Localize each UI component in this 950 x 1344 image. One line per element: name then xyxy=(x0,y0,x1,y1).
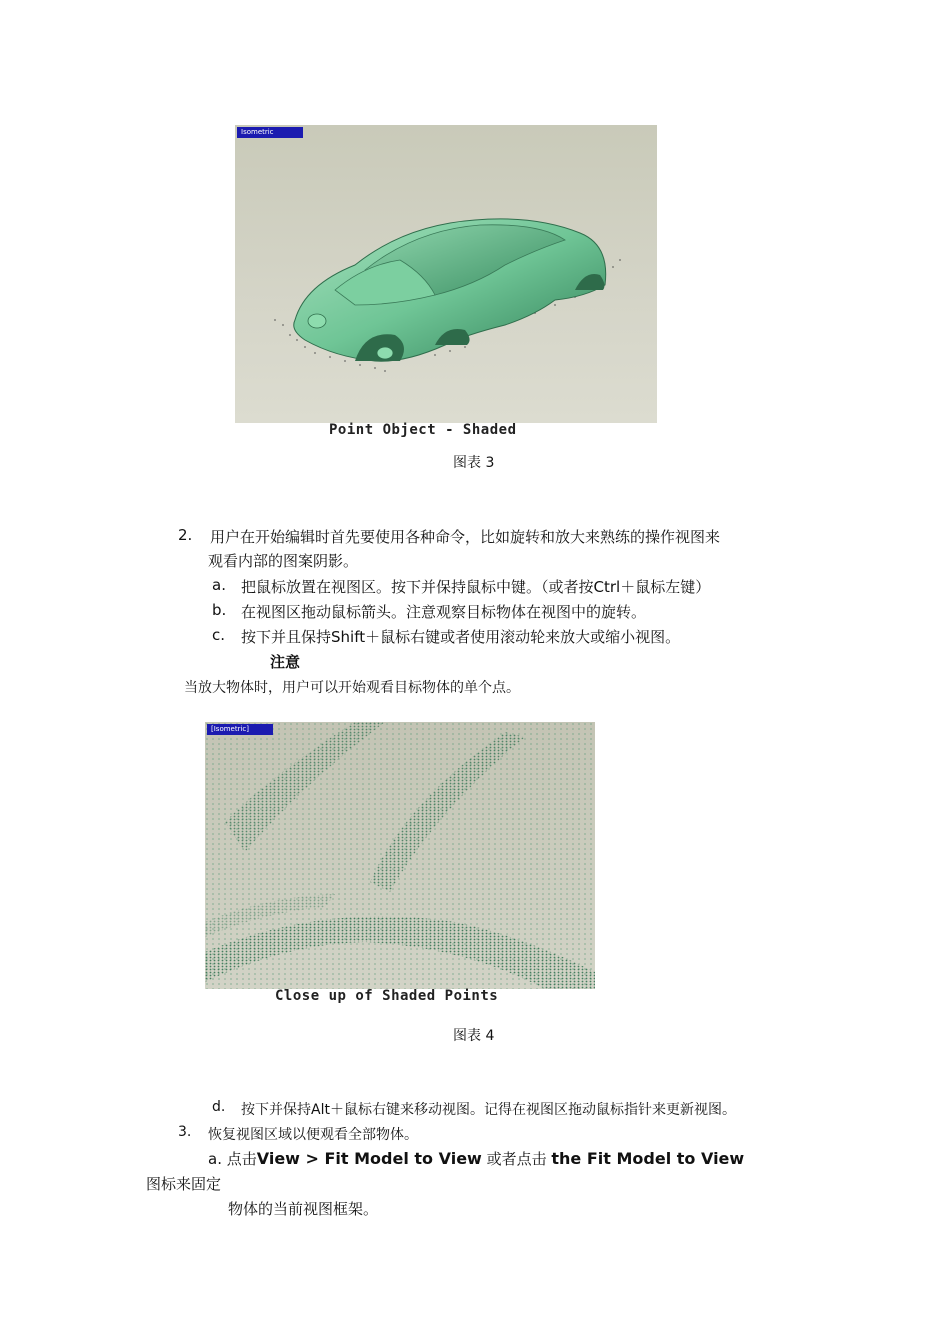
point-cloud-closeup xyxy=(205,722,595,989)
figure-3-caption: Point Object - Shaded xyxy=(329,422,517,438)
item-2b-text: 在视图区拖动鼠标箭头。注意观察目标物体在视图中的旋转。 xyxy=(241,603,647,621)
view-menu-path: View > Fit Model to View xyxy=(256,1149,482,1168)
figure-3-viewport xyxy=(235,125,657,423)
item-3a-mid: 或者点击 xyxy=(481,1150,552,1168)
item-3a-line-3: 物体的当前视图框架。 xyxy=(228,1200,379,1218)
item-d-marker: d. xyxy=(212,1099,226,1115)
item-2-line-1: 用户在开始编辑时首先要使用各种命令，比如旋转和放大来熟练的操作视图来 xyxy=(210,528,721,546)
fit-model-icon-name: the Fit Model to View xyxy=(551,1149,745,1168)
shaded-car-model xyxy=(235,125,657,423)
item-3-number: 3. xyxy=(178,1124,192,1140)
item-2a-marker: a. xyxy=(212,576,226,594)
item-2c-text: 按下并且保持Shift＋鼠标右键或者使用滚动轮来放大或缩小视图。 xyxy=(241,628,681,646)
item-3a-line-2: 图标来固定 xyxy=(146,1175,222,1193)
note-heading: 注意 xyxy=(270,653,301,671)
item-2-line-2: 观看内部的图案阴影。 xyxy=(208,552,359,570)
figure-4-label: 图表 4 xyxy=(453,1028,495,1044)
item-2a-text: 把鼠标放置在视图区。按下并保持鼠标中键。（或者按Ctrl＋鼠标左键） xyxy=(241,578,711,596)
item-d-text: 按下并保持Alt＋鼠标右键来移动视图。记得在视图区拖动鼠标指针来更新视图。 xyxy=(241,1102,736,1118)
figure-3-label: 图表 3 xyxy=(453,455,495,471)
item-3a-prefix: a. 点击 xyxy=(208,1150,257,1168)
item-3a-line xyxy=(208,1148,744,1169)
item-3-text: 恢复视图区域以便观看全部物体。 xyxy=(208,1127,418,1143)
viewport-label: [Isometric] xyxy=(207,724,273,735)
figure-4-viewport xyxy=(205,722,595,989)
note-text: 当放大物体时，用户可以开始观看目标物体的单个点。 xyxy=(184,680,520,696)
item-2-number: 2. xyxy=(178,526,193,544)
item-2b-marker: b. xyxy=(212,601,227,619)
figure-4-caption: Close up of Shaded Points xyxy=(275,988,499,1004)
viewport-label: Isometric xyxy=(237,127,303,138)
item-2c-marker: c. xyxy=(212,626,226,644)
